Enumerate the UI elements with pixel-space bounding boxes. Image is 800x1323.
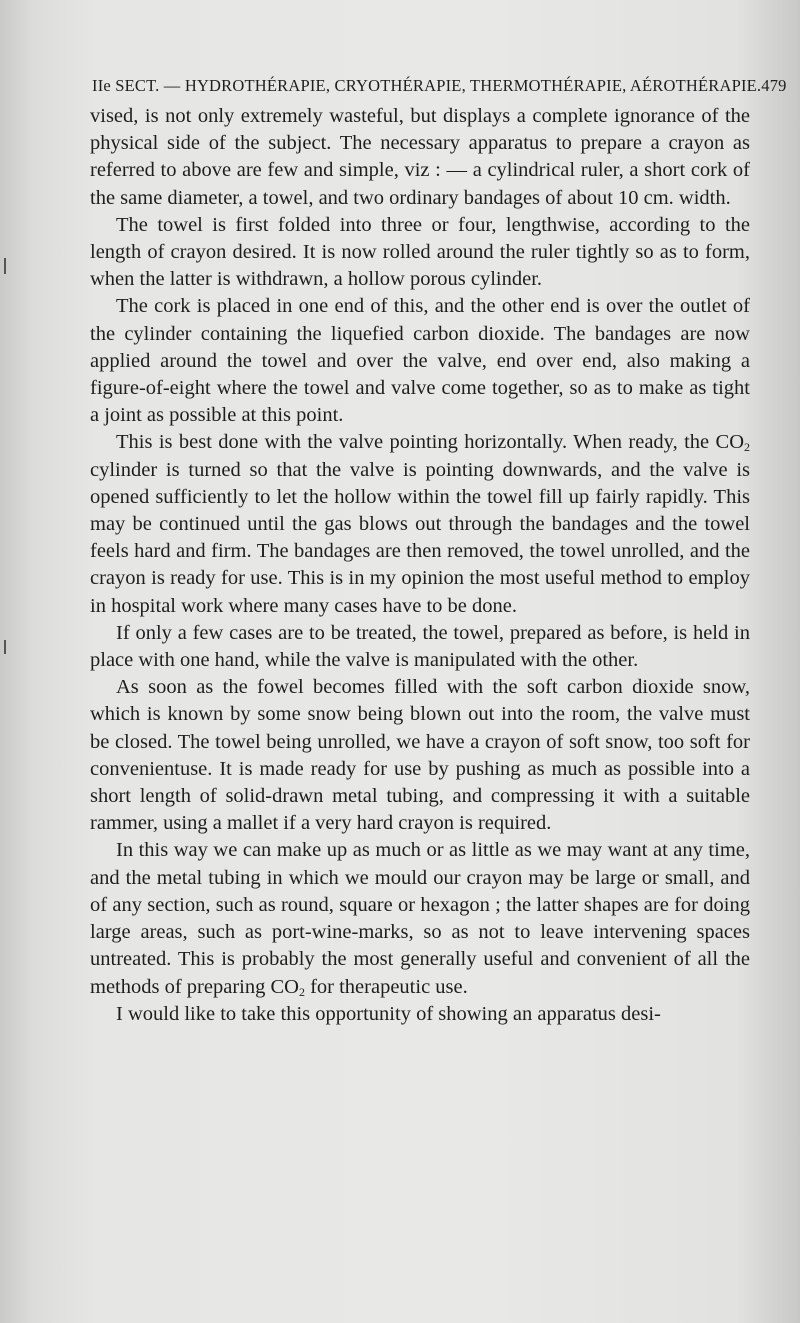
paragraph-text: for therapeutic use. xyxy=(304,975,468,998)
paragraph xyxy=(90,837,750,1000)
paragraph: I would like to take this opportunity of showing an apparatus desi- xyxy=(116,1002,661,1025)
running-header xyxy=(92,76,787,96)
paragraph: The towel is first folded into three or four, lengthwise, according to the length of crayon desired. It is now rolled around the ruler tightly so as to form, when the latter is withdrawn, a hollow porous cylinder. xyxy=(90,213,750,291)
running-title: IIe SECT. — HYDROTHÉRAPIE, CRYOTHÉRAPIE, THERMOTHÉRAPIE, AÉROTHÉRAPIE. xyxy=(92,76,762,95)
paragraph: If only a few cases are to be treated, the towel, prepared as before, is held in place with one hand, while the valve is manipulated with the other. xyxy=(90,621,750,672)
paragraph-text: In this way we can make up as much or as little as we may want at any time, and the metal tubing in which we mould our crayon may be large or small, and of any section, such as round, square or hexagon ; the latter shapes are for doing large areas, such as port-wine-marks, so as not to leave intervening spaces untreated. This is probably the most generally useful and convenient of all the methods of preparing CO xyxy=(90,839,750,998)
binding-mark xyxy=(4,640,6,654)
paragraph: As soon as the fowel becomes filled with the soft carbon dioxide snow, which is known by some snow being blown out into the room, the valve must be closed. The towel being unrolled, we have a crayon of soft snow, too soft for convenientuse. It is made ready for use by pushing as much as possible into a short length of solid-drawn metal tubing, and compressing it with a suitable rammer, using a mallet if a very hard crayon is required. xyxy=(90,676,750,835)
subscript: 2 xyxy=(298,984,305,999)
paragraph: vised, is not only extremely wasteful, but displays a complete ignorance of the physical side of the subject. The necessary apparatus to prepare a crayon as referred to above are few and simple, viz : — a cylindrical ruler, a short cork of the same diameter, a towel, and two ordinary bandages of about 10 cm. width. xyxy=(90,105,750,209)
paragraph-text: This is best done with the valve pointing horizontally. When ready, the CO xyxy=(116,431,744,454)
paragraph: The cork is placed in one end of this, and the other end is over the outlet of the cylinder containing the liquefied carbon dioxide. The bandages are now applied around the towel and over the valve, end over end, also making a figure-of-eight where the towel and valve come together, so as to make as tight a joint as possible at this point. xyxy=(90,295,750,427)
paragraph xyxy=(90,429,750,619)
page-number: 479 xyxy=(761,76,787,95)
body-text xyxy=(90,103,750,1028)
paragraph-text: cylinder is turned so that the valve is pointing downwards, and the valve is opened sufficiently to let the hollow within the towel fill up fairly rapidly. This may be continued until the gas blows out through the bandages and the towel feels hard and firm. The bandages are then removed, the towel unrolled, and the crayon is ready for use. This is in my opinion the most useful method to employ in hospital work where many cases have to be done. xyxy=(90,458,750,617)
binding-mark xyxy=(4,258,6,274)
subscript: 2 xyxy=(744,440,750,455)
